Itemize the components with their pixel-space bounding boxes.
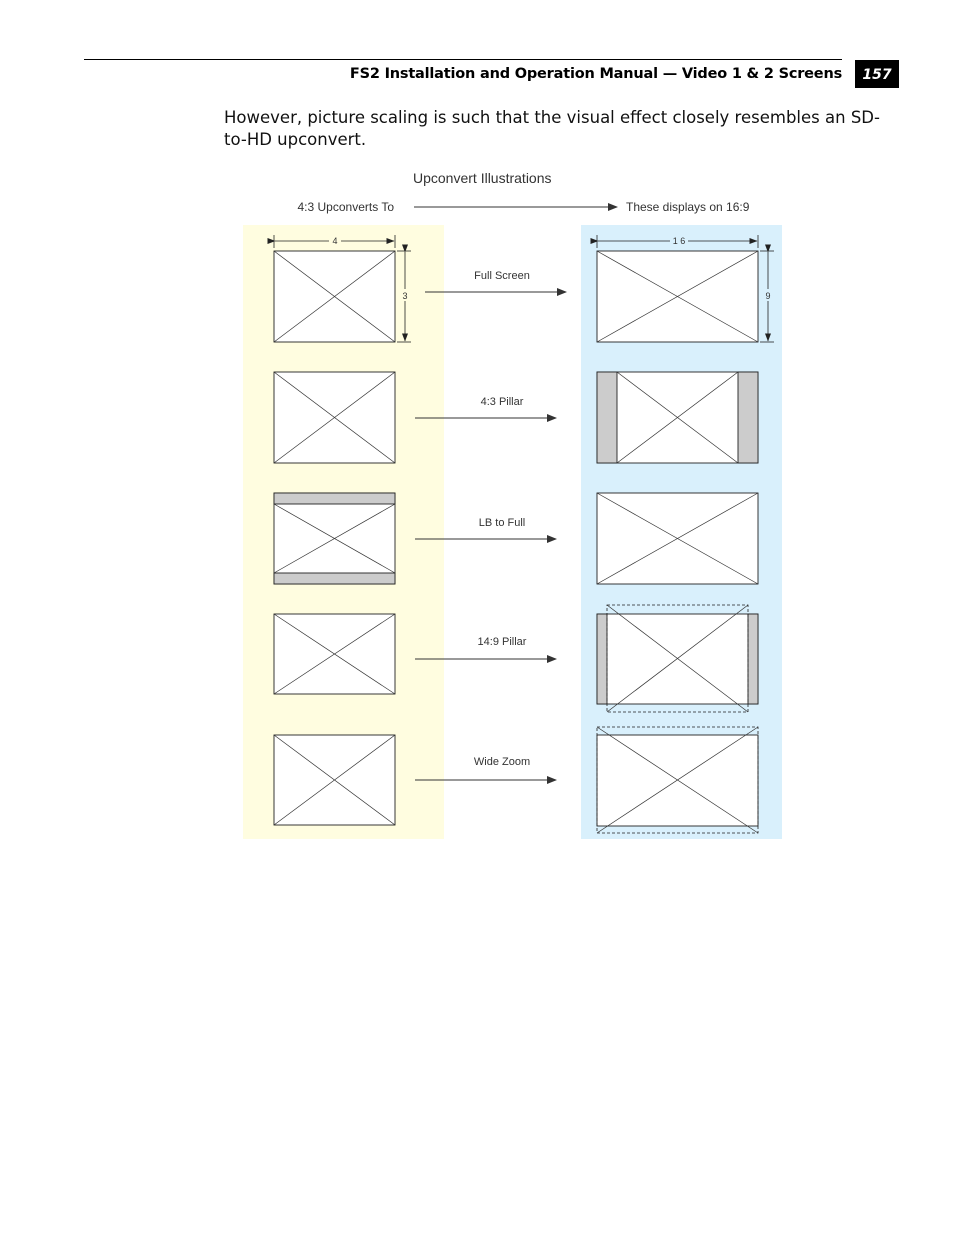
mode-label: Wide Zoom [473, 756, 531, 768]
letterbox-bar-bottom [274, 573, 395, 584]
row-lb-to-full [274, 493, 758, 584]
result-frame [597, 614, 758, 704]
mode-label: LB to Full [478, 517, 526, 529]
pillar-bar-right [748, 614, 758, 704]
mode-label: 4:3 Pillar [480, 396, 524, 408]
body-paragraph: However, picture scaling is such that the visual effect closely resembles an SD-to-HD upconvert. [224, 108, 880, 149]
row-full-screen [274, 235, 774, 342]
left-caption: 4:3 Upconverts To [297, 200, 394, 214]
letterbox-bar-top [274, 493, 395, 504]
dim-label-3: 3 [402, 291, 408, 301]
dim-label-9: 9 [765, 291, 771, 301]
result-frame [597, 735, 758, 826]
mode-label: Full Screen [474, 270, 530, 282]
pillar-bar-right [738, 372, 758, 463]
dim-label-4: 4 [332, 236, 338, 246]
right-caption: These displays on 16:9 [626, 200, 750, 214]
header-title: FS2 Installation and Operation Manual — Video 1 & 2 Screens [349, 66, 842, 82]
dim-label-16: 1 6 [672, 236, 686, 246]
mode-label: 14:9 Pillar [477, 636, 527, 648]
pillar-bar-left [597, 372, 617, 463]
page-number: 157 [855, 60, 899, 88]
row-wide-zoom [274, 727, 758, 833]
pillar-bar-left [597, 614, 607, 704]
row-4-3-pillar [274, 372, 758, 463]
figure-title: Upconvert Illustrations [413, 170, 552, 186]
